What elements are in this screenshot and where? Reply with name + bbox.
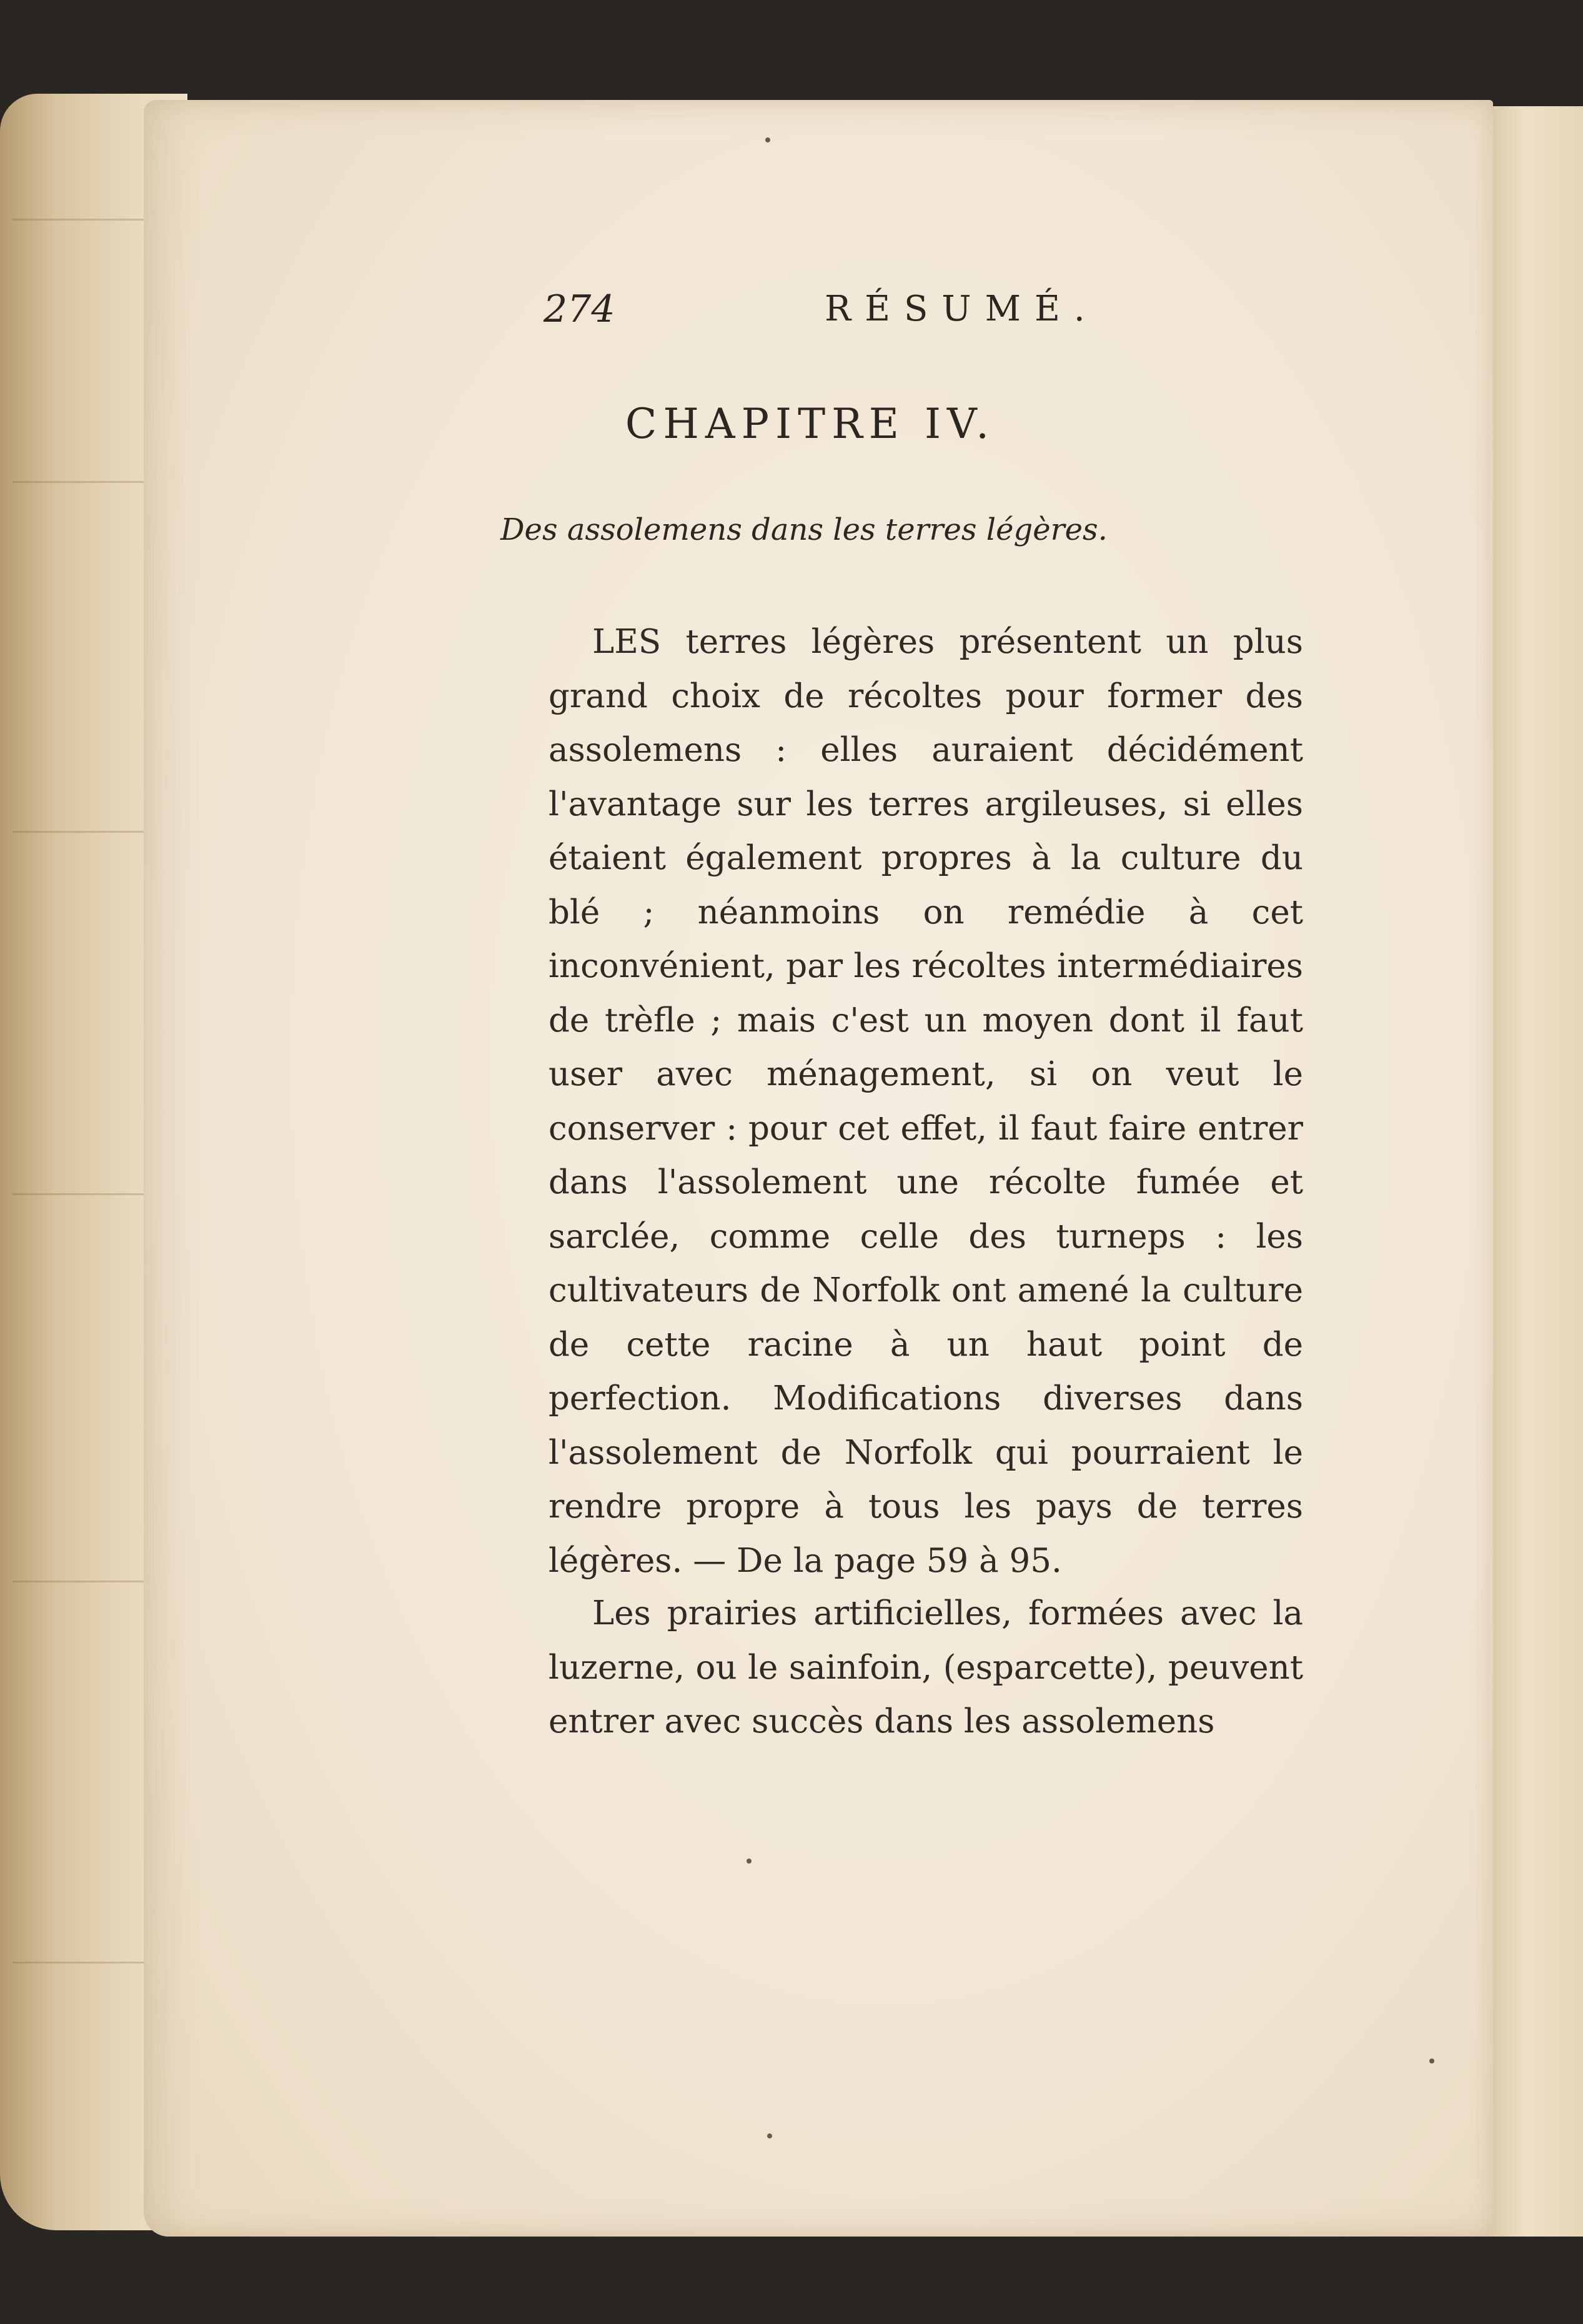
chapter-title: CHAPITRE IV. <box>625 400 996 448</box>
paper-speck <box>1429 2058 1434 2063</box>
chapter-subtitle: Des assolemens dans les terres légères. <box>500 512 1108 547</box>
body-paragraph-1: LES terres légères présentent un plus grand choix de récoltes pour former des assolemens : elles auraient décidément l'avantage sur les terres argileuses, si elles étaient également propres à la culture du blé ; néanmoins on remédie à cet inconvénient, par les récoltes intermédiaires de trèfle ; mais c'est un moyen dont il faut user avec ménagement, si on veut le conserver : pour cet effet, il faut faire entrer dans l'assolement une récolte fumée et sarclée, comme celle des turneps : les cultivateurs de Norfolk ont amené la culture de cette racine à un haut point de perfection. Modifications diverses dans l'assolement de Norfolk qui pourraient le rendre propre à tous les pays de terres légères. — De la page 59 à 95. <box>548 623 1303 1580</box>
paper-speck <box>767 2133 772 2138</box>
page-number: 274 <box>543 287 615 331</box>
body-paragraph-2: Les prairies artificielles, formées avec la luzerne, ou le sainfoin, (esparcette), peuvent entrer avec succès dans les assolemens <box>548 1594 1303 1741</box>
paper-speck <box>747 1859 752 1864</box>
running-head: RÉSUMÉ. <box>825 289 1099 329</box>
paper-speck <box>765 137 770 142</box>
